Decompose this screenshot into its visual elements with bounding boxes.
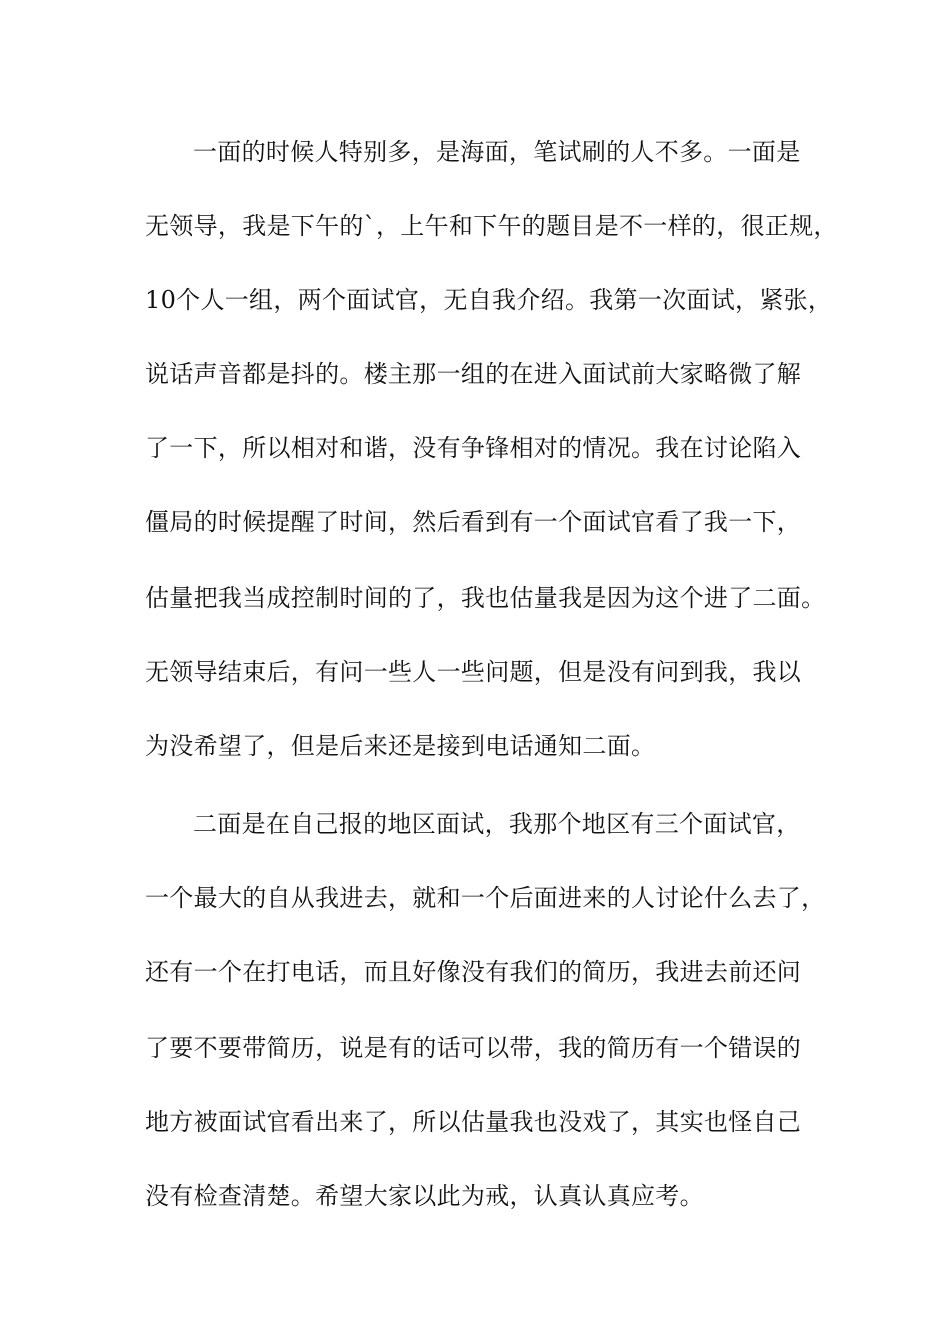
text-line: 还有一个在打电话，而且好像没有我们的简历，我进去前还问 xyxy=(145,958,802,986)
text-line: 了要不要带简历，说是有的话可以带，我的简历有一个错误的 xyxy=(145,1034,802,1062)
text-line: 地方被面试官看出来了，所以估量我也没戏了，其实也怪自己 xyxy=(145,1108,802,1136)
text-line: 无领导结束后，有问一些人一些问题，但是没有问到我，我以 xyxy=(145,658,802,686)
text-line: 僵局的时候提醒了时间，然后看到有一个面试官看了我一下， xyxy=(145,508,802,536)
text-line: 一面的时候人特别多，是海面，笔试刷的人不多。一面是 xyxy=(193,138,801,166)
text-line: 没有检查清楚。希望大家以此为戒，认真认真应考。 xyxy=(145,1182,704,1210)
text-line: 了一下，所以相对和谐，没有争锋相对的情况。我在讨论陷入 xyxy=(145,434,802,462)
text-line: 一个最大的自从我进去，就和一个后面进来的人讨论什么去了， xyxy=(145,884,826,912)
text-line: 为没希望了，但是后来还是接到电话通知二面。 xyxy=(145,732,656,760)
text-line: 估量把我当成控制时间的了，我也估量我是因为这个进了二面。 xyxy=(145,584,826,612)
text-line: 二面是在自己报的地区面试，我那个地区有三个面试官， xyxy=(193,810,801,838)
text-line: 说话声音都是抖的。楼主那一组的在进入面试前大家略微了解 xyxy=(145,360,802,388)
text-line: 无领导，我是下午的`，上午和下午的题目是不一样的，很正规， xyxy=(145,212,838,240)
text-line: 10个人一组，两个面试官，无自我介绍。我第一次面试，紧张， xyxy=(145,286,833,314)
